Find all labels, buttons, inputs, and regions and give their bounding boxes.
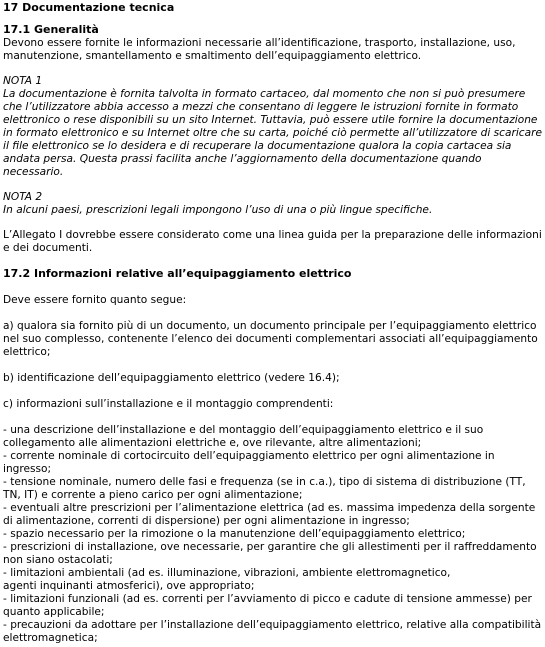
list-item: - prescrizioni di installazione, ove necessarie, per garantire che gli allestimenti per il raffreddamento non siano ostacolati; — [3, 541, 537, 566]
list-item: - eventuali altre prescrizioni per l’alimentazione elettrica (ad es. massima impedenza della sorgente di alimentazione, correnti di dispersione) per ogni alimentazione in ingresso; — [3, 502, 536, 527]
nota-2-text: In alcuni paesi, prescrizioni legali impongono l’uso di una o più lingue specifiche. — [3, 204, 433, 216]
section-17-1-paragraph: Devono essere fornite le informazioni necessarie all’identificazione, trasporto, installazione, uso, manutenzione, smantellamento e smaltimento dell’equipaggiamento elettrico. — [3, 37, 516, 62]
list-item: - limitazioni funzionali (ad es. correnti per l’avviamento di picco e cadute di tensione ammesse) per quanto applicabile; — [3, 593, 532, 618]
list-item: - limitazioni ambientali (ad es. illuminazione, vibrazioni, ambiente elettromagnetico, — [3, 567, 451, 579]
nota-2-label: NOTA 2 — [3, 191, 43, 203]
list-item: - precauzioni da adottare per l’installazione dell’equipaggiamento elettrico, relative alla compatibilità elettromagnetica; — [3, 619, 542, 644]
nota-1-text: La documentazione è fornita talvolta in formato cartaceo, dal momento che non si può presumere che l’utilizzatore abbia accesso a mezzi che consentano di leggere le istruzioni fornite in formato elettronico o rese disponibili su un sito Internet. Tuttavia, può essere utile fornire la documentazione in formato elettronico e su Internet oltre che su carta, poiché ciò permette all’utilizzatore di scaricare il file elettronico se lo desidera e di recuperare la documentazione qualora la copia cartacea sia andata persa. Questa prassi facilita anche l’aggiornamento della documentazione quando necessario. — [3, 88, 542, 178]
list-item-c: c) informazioni sull’installazione e il montaggio comprendenti: — [3, 398, 334, 410]
document-page — [3, 1, 543, 645]
section-17-1-heading: 17.1 Generalità — [3, 23, 99, 36]
list-item: - spazio necessario per la rimozione o la manutenzione dell’equipaggiamento elettrico; — [3, 528, 466, 540]
list-item-a: a) qualora sia fornito più di un documento, un documento principale per l’equipaggiamento elettrico nel suo complesso, contenente l’elenco dei documenti complementari associati all’equipaggiamento elettrico; — [3, 320, 538, 358]
allegato-paragraph: L’Allegato I dovrebbe essere considerato come una linea guida per la preparazione delle informazioni e dei documenti. — [3, 229, 542, 254]
nota-1-label: NOTA 1 — [3, 75, 43, 87]
list-item: agenti inquinanti atmosferici), ove appropriato; — [3, 580, 255, 592]
section-17-heading: 17 Documentazione tecnica — [3, 1, 175, 14]
list-item: - tensione nominale, numero delle fasi e frequenza (se in c.a.), tipo di sistema di distribuzione (TT, TN, IT) e corrente a pieno carico per ogni alimentazione; — [3, 476, 526, 501]
bullet-list — [3, 424, 543, 645]
list-item: - una descrizione dell’installazione e del montaggio dell’equipaggiamento elettrico e il suo collegamento alle alimentazioni elettriche e, ove rilevante, altre alimentazioni; — [3, 424, 484, 449]
intro-paragraph: Deve essere fornito quanto segue: — [3, 294, 187, 306]
list-item: - corrente nominale di cortocircuito dell’equipaggiamento elettrico per ogni alimentazione in ingresso; — [3, 450, 495, 475]
list-item-b: b) identificazione dell’equipaggiamento elettrico (vedere 16.4); — [3, 372, 340, 384]
section-17-2-heading: 17.2 Informazioni relative all’equipaggiamento elettrico — [3, 267, 352, 280]
